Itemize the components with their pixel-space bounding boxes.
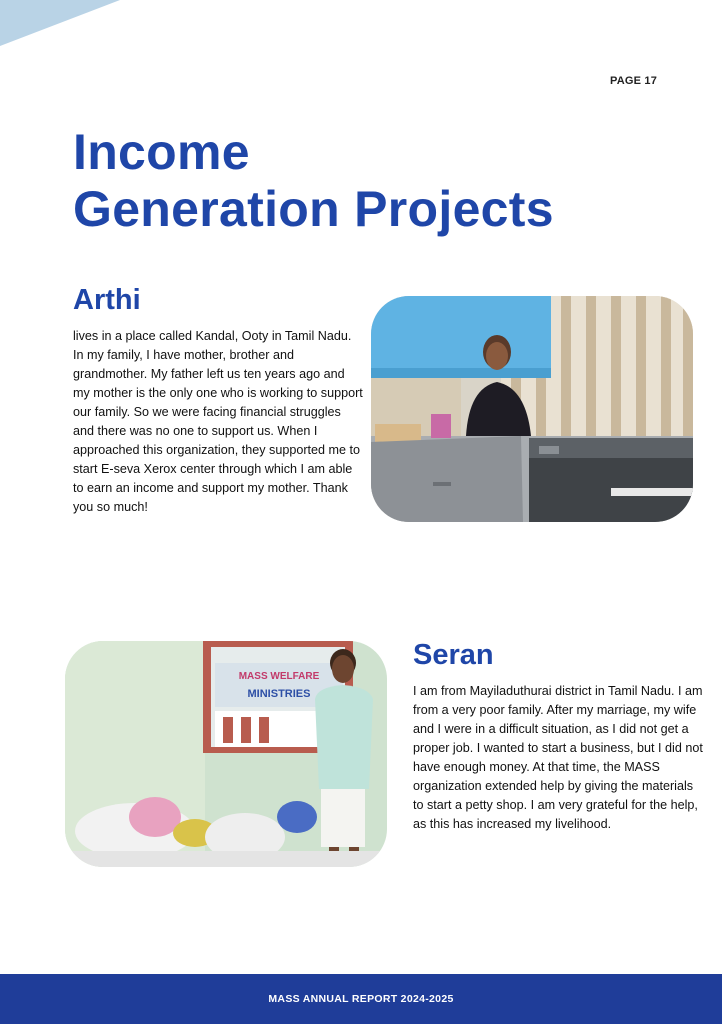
seran-photo — [65, 641, 387, 867]
story-text-seran: I am from Mayiladuthurai district in Tamil Nadu. I am from a very poor family. After my marriage, my wife and I were in a difficult situation, as I did not get a proper job. I wanted to start a business, but I did not have enough money. At that time, the MASS organization extended help by giving the materials to start a petty shop. I am very grateful for the help, as this has increased my livelihood. — [413, 684, 703, 831]
corner-decoration — [0, 0, 130, 50]
page-number: PAGE 17 — [610, 75, 658, 87]
svg-text:MASS WELFARE: MASS WELFARE — [238, 671, 320, 682]
story-text-arthi: lives in a place called Kandal, Ooty in Tamil Nadu. In my family, I have mother, brother and grandmother. My father left us ten years ago and my mother is the only one who is working to support our family. So we were facing financial struggles and there was no one to support us. When I approached this organization, they supported me to start E-seva Xerox center through which I am able to earn an income and support my mother. Thank you so much! — [73, 329, 363, 514]
story-heading-arthi: Arthi — [73, 284, 141, 316]
footer-bar — [0, 974, 722, 1024]
story-heading-seran: Seran — [413, 639, 494, 671]
page-title-line-2: Generation Projects — [73, 181, 554, 237]
page-title-line-1: Income — [73, 124, 250, 180]
arthi-photo — [371, 296, 693, 522]
footer-text: MASS ANNUAL REPORT 2024-2025 — [268, 993, 454, 1005]
page-title — [73, 124, 673, 238]
svg-text:MINISTRIES: MINISTRIES — [247, 688, 311, 700]
